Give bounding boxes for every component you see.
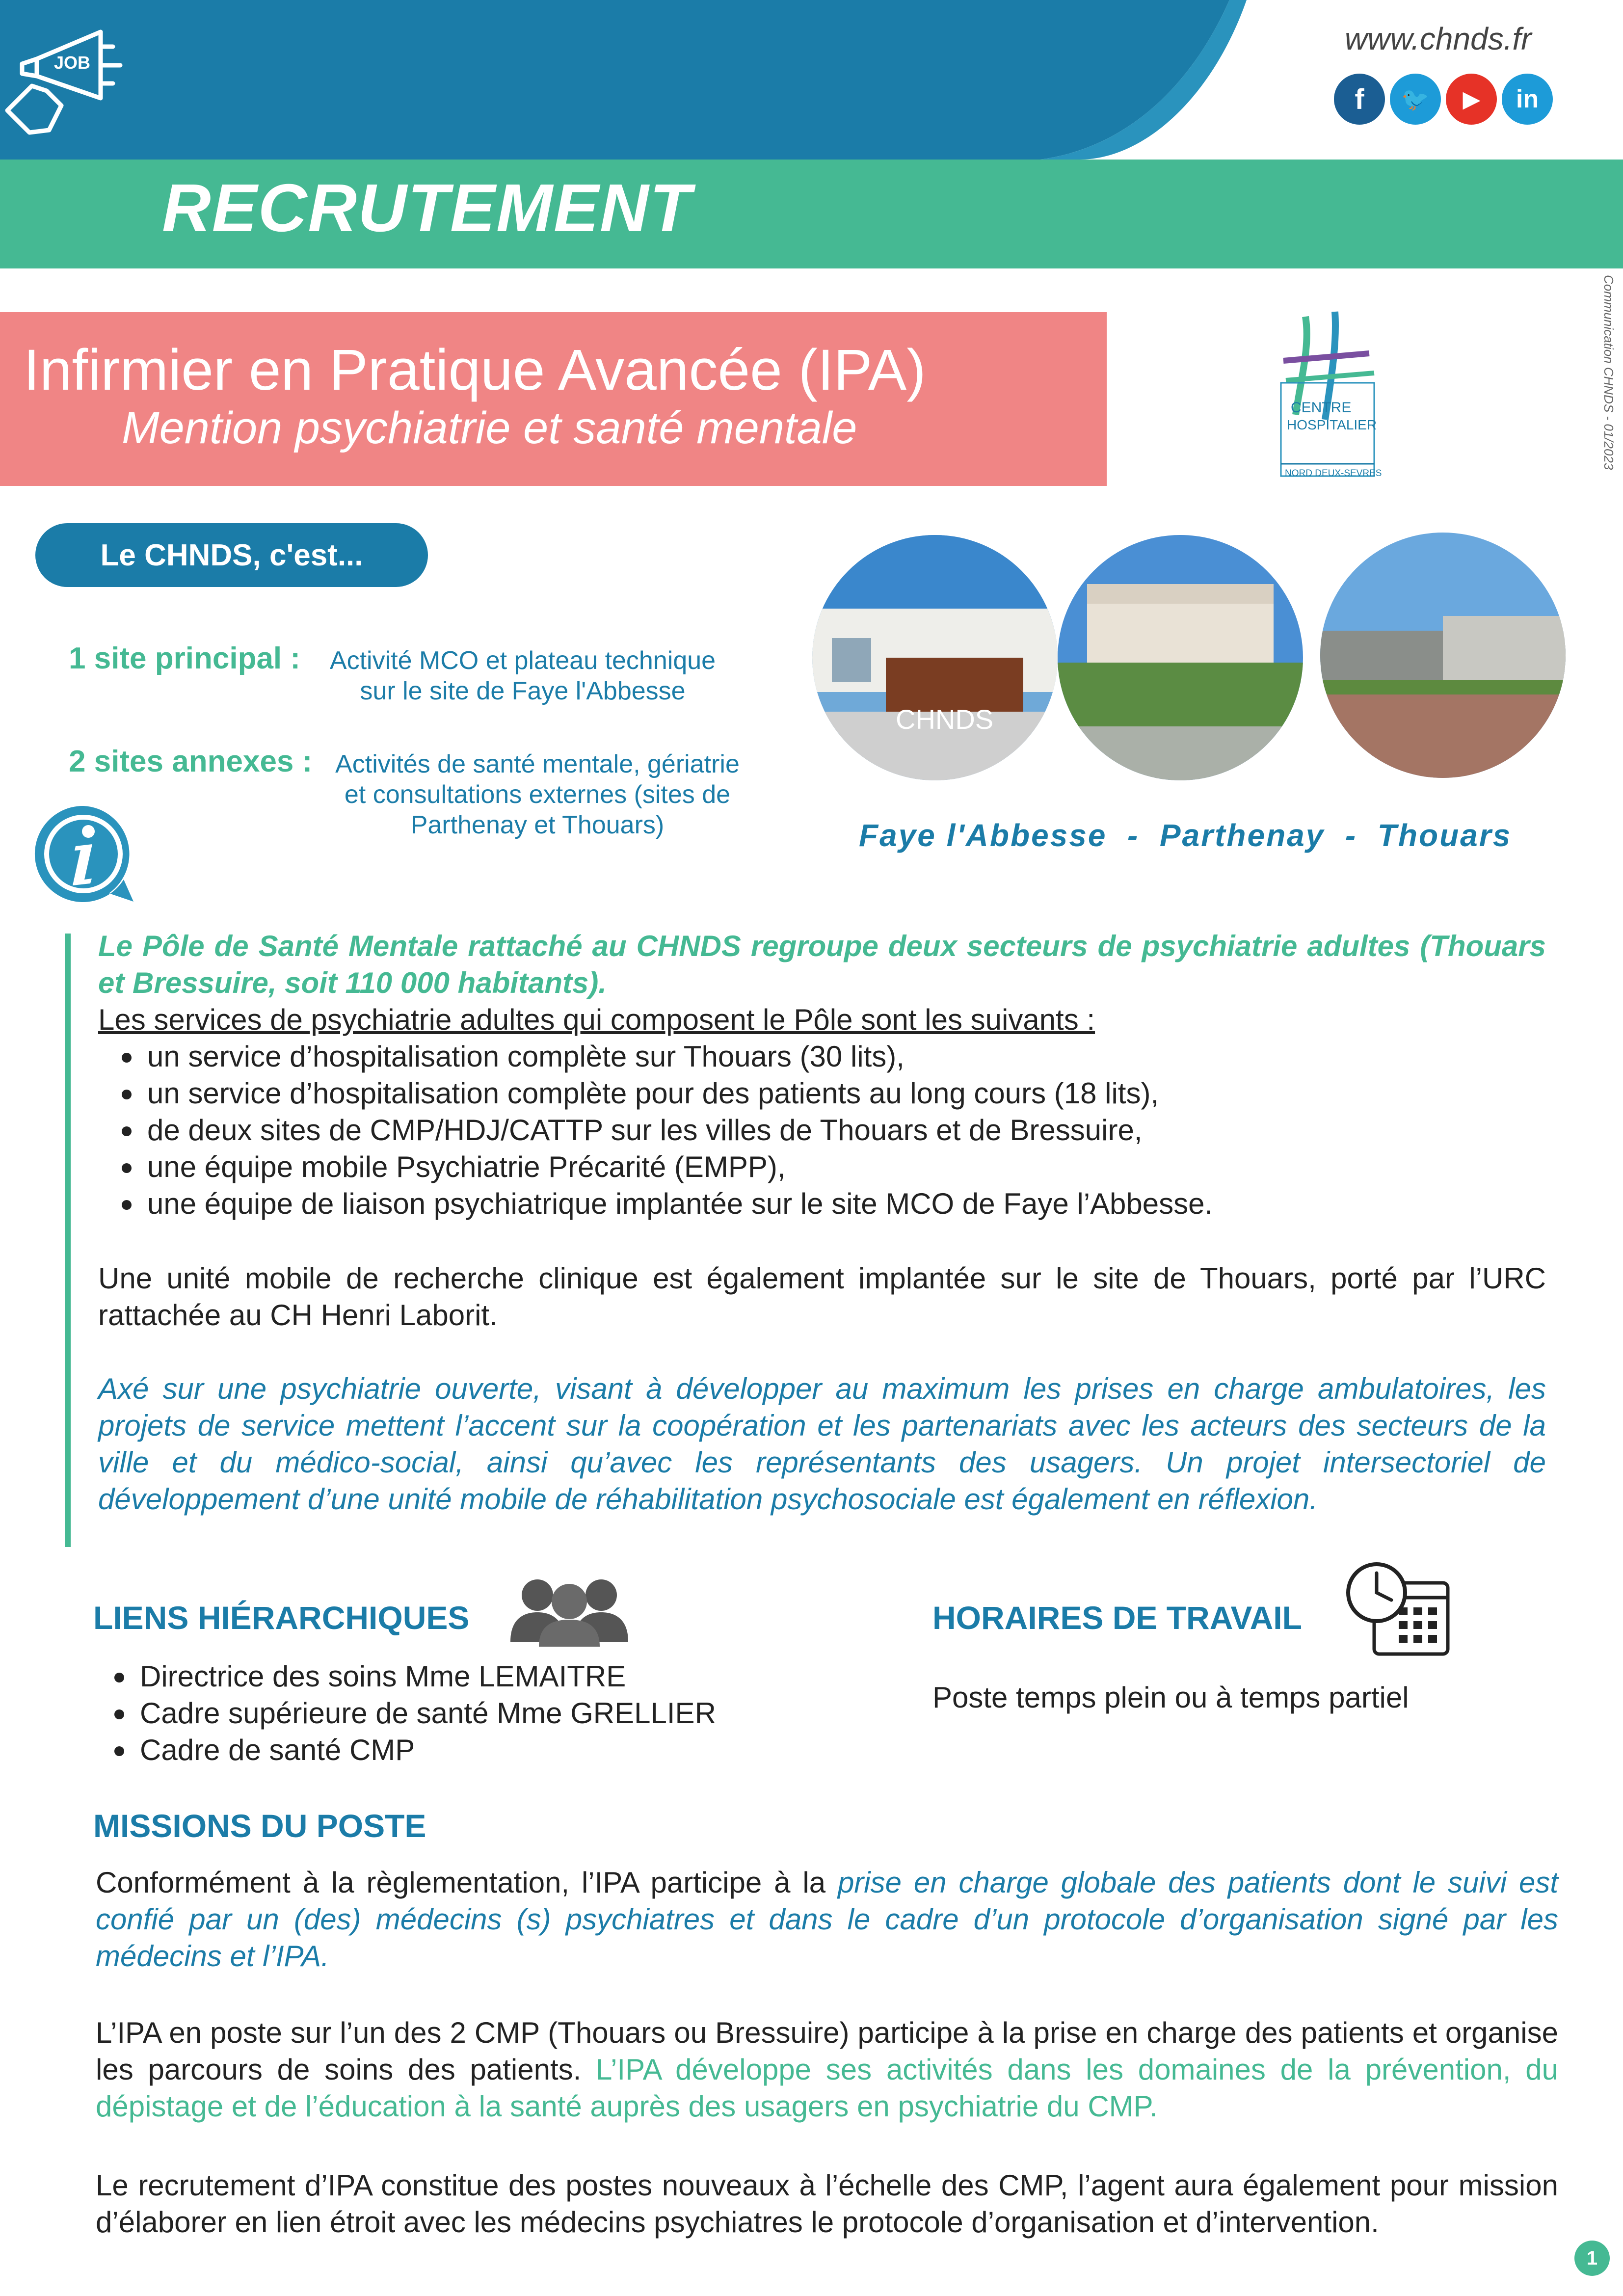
logo-line-1: CENTRE xyxy=(1291,400,1352,416)
list-item: un service d’hospitalisation complète pour des patients au long cours (18 lits), xyxy=(98,1075,1546,1112)
intro-pill: Le CHNDS, c'est... xyxy=(35,523,428,587)
site2-description: Activités de santé mentale, gériatrie et consultations externes (sites de Parthenay et Thouars) xyxy=(335,750,740,839)
linkedin-icon[interactable]: in xyxy=(1502,74,1553,125)
job-title: Infirmier en Pratique Avancée (IPA) xyxy=(24,338,926,402)
list-item: de deux sites de CMP/HDJ/CATTP sur les villes de Thouars et de Bressuire, xyxy=(98,1112,1546,1148)
horaires-text: Poste temps plein ou à temps partiel xyxy=(932,1681,1409,1714)
clock-calendar-icon xyxy=(1345,1558,1453,1656)
list-item: Directrice des soins Mme LEMAITRE xyxy=(91,1658,827,1695)
missions-title: MISSIONS DU POSTE xyxy=(93,1808,426,1844)
missions-paragraph-3: Le recrutement d’IPA constitue des postes nouveaux à l’échelle des CMP, l’agent aura également pour mission d’élaborer en lien étroit avec les médecins psychiatres le protocole d’organisation et d’intervention. xyxy=(96,2169,1558,2239)
site1-label: 1 site principal : xyxy=(69,641,301,675)
list-item: Cadre de santé CMP xyxy=(91,1732,827,1768)
megaphone-job-icon xyxy=(2,12,135,140)
services-list xyxy=(98,1038,1546,1222)
page-number: 1 xyxy=(1574,2241,1610,2276)
info-icon xyxy=(30,801,136,907)
missions-paragraph-1: Conformément à la règlementation, l’IPA participe à la prise en charge globale des patients dont le suivi est confié par un (des) médecins (s) psychiatres et dans le cadre d’un protocole d’organisation signé par les médecins et l’IPA. xyxy=(96,1866,1558,1973)
list-item: Cadre supérieure de santé Mme GRELLIER xyxy=(91,1695,827,1732)
services-heading: Les services de psychiatrie adultes qui composent le Pôle sont les suivants : xyxy=(98,1003,1095,1036)
facebook-icon[interactable]: f xyxy=(1334,74,1385,125)
photo-faye-labbesse xyxy=(812,535,1058,780)
site1-description: Activité MCO et plateau technique sur le site de Faye l'Abbesse xyxy=(329,646,716,705)
youtube-icon[interactable]: ▶ xyxy=(1446,74,1497,125)
pole-lead: Le Pôle de Santé Mentale rattaché au CHNDS regroupe deux secteurs de psychiatrie adultes (Thouars et Bressuire, soit 110 000 habitants). xyxy=(98,930,1546,999)
banner-title: RECRUTEMENT xyxy=(162,170,692,246)
site2-label: 2 sites annexes : xyxy=(69,745,313,778)
accent-bar xyxy=(65,934,71,1547)
people-icon xyxy=(510,1573,628,1647)
liens-list xyxy=(91,1658,827,1768)
photo-sign: CHNDS xyxy=(896,704,994,735)
communication-note: Communication CHNDS - 01/2023 xyxy=(1601,275,1616,470)
chnds-logo xyxy=(1276,307,1384,493)
website-link[interactable]: www.chnds.fr xyxy=(1345,21,1532,56)
research-paragraph: Une unité mobile de recherche clinique est également implantée sur le site de Thouars, porté par l’URC rattachée au CH Henri Laborit. xyxy=(98,1262,1546,1332)
list-item: une équipe mobile Psychiatrie Précarité (EMPP), xyxy=(98,1148,1546,1185)
list-item: un service d’hospitalisation complète sur Thouars (30 lits), xyxy=(98,1038,1546,1075)
missions-paragraph-2: L’IPA en poste sur l’un des 2 CMP (Thouars ou Bressuire) participe à la prise en charge des patients et organise les parcours de soins des patients. L’IPA développe ses activités dans les domaines de la prévention, du dépistage et de l’éducation à la santé auprès des usagers en psychiatrie du CMP. xyxy=(96,2016,1558,2123)
list-item: une équipe de liaison psychiatrique implantée sur le site MCO de Faye l’Abbesse. xyxy=(98,1185,1546,1222)
liens-title: LIENS HIÉRARCHIQUES xyxy=(93,1600,470,1636)
horaires-title: HORAIRES DE TRAVAIL xyxy=(932,1600,1302,1636)
job-subtitle: Mention psychiatrie et santé mentale xyxy=(122,403,857,453)
twitter-icon[interactable]: 🐦 xyxy=(1390,74,1441,125)
site-names: Faye l'Abbesse - Parthenay - Thouars xyxy=(859,818,1512,853)
job-label: JOB xyxy=(54,53,91,73)
photo-parthenay xyxy=(1058,535,1303,780)
photo-thouars xyxy=(1320,533,1566,778)
logo-line-3: NORD DEUX-SEVRES xyxy=(1285,468,1382,479)
vision-paragraph: Axé sur une psychiatrie ouverte, visant à développer au maximum les prises en charge ambulatoires, les projets de service mettent l’accent sur la coopération et les partenariats avec les acteurs des secteurs de la ville et du médico-social, ainsi qu’avec les représentants des usagers. Un projet intersectoriel de développement d’une unité mobile de réhabilitation psychosociale est également en réflexion. xyxy=(98,1372,1546,1516)
logo-line-2: HOSPITALIER xyxy=(1287,417,1377,432)
